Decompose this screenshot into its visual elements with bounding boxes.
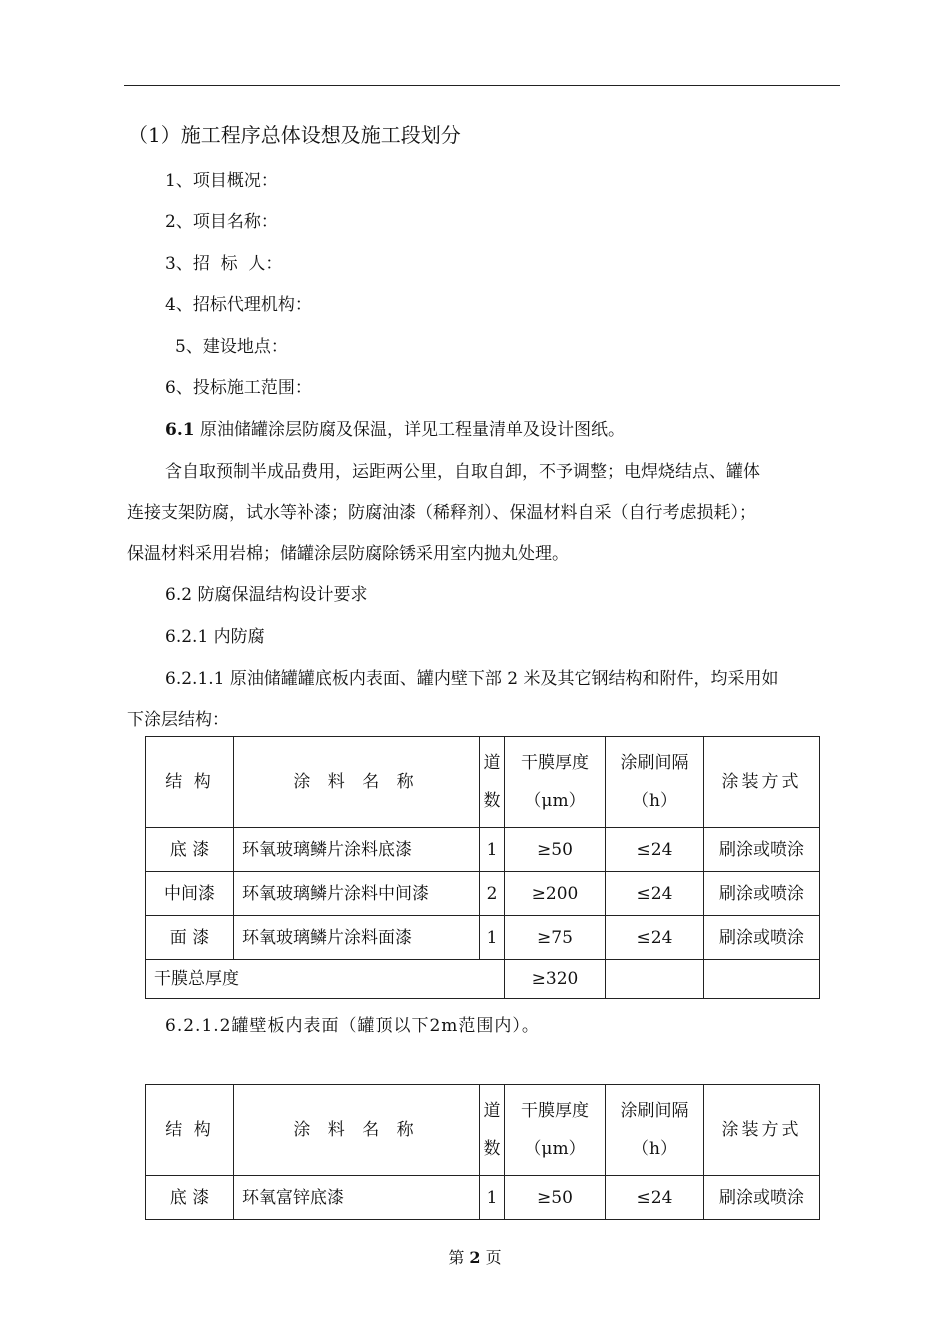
cell-total-label: 干膜总厚度 [146, 960, 505, 999]
table-header-row [146, 737, 820, 828]
cell-coating-name: 环氧富锌底漆 [234, 1176, 480, 1220]
header-thickness-top: 干膜厚度 [521, 1101, 589, 1121]
header-coats [480, 737, 505, 828]
coating-table-1 [145, 736, 820, 999]
header-interval-bottom: （h） [632, 1139, 677, 1159]
header-coats-top: 道 [483, 753, 501, 773]
header-thickness [505, 1085, 606, 1176]
item-scope: 6、投标施工范围： [165, 378, 312, 398]
table-row [146, 872, 820, 916]
header-interval [606, 737, 704, 828]
section-heading: （1）施工程序总体设想及施工段划分 [128, 123, 461, 147]
cell-coats: 1 [480, 828, 505, 872]
paragraph-line-1: 含自取预制半成品费用，运距两公里，自取自卸，不予调整；电焊烧结点、罐体 [165, 462, 760, 482]
header-coats-bottom: 数 [483, 1139, 501, 1159]
cell-empty [606, 960, 704, 999]
item-tenderer: 3、招 标 人： [165, 254, 283, 274]
header-coats-bottom: 数 [483, 791, 501, 811]
section-6-1 [165, 419, 625, 441]
cell-method: 刷涂或喷涂 [704, 872, 820, 916]
cell-coating-name: 环氧玻璃鳞片涂料底漆 [234, 828, 480, 872]
page-footer [0, 1245, 950, 1268]
item-site: 5、建设地点： [175, 337, 288, 357]
cell-interval: ≤24 [606, 916, 704, 960]
footer-suffix: 页 [485, 1248, 502, 1267]
header-structure: 结 构 [146, 1085, 234, 1176]
cell-method: 刷涂或喷涂 [704, 1176, 820, 1220]
header-coating-name: 涂 料 名 称 [234, 1085, 480, 1176]
header-interval-bottom: （h） [632, 791, 677, 811]
table-row [146, 916, 820, 960]
cell-coats: 2 [480, 872, 505, 916]
coating-table-2 [145, 1084, 820, 1220]
header-coats-top: 道 [483, 1101, 501, 1121]
cell-thickness: ≥200 [505, 872, 606, 916]
section-6-2-1-1-line-1: 6.2.1.1 原油储罐罐底板内表面、罐内壁下部 2 米及其它钢结构和附件，均采用如 [165, 669, 779, 689]
cell-method: 刷涂或喷涂 [704, 916, 820, 960]
cell-interval: ≤24 [606, 872, 704, 916]
header-interval-top: 涂刷间隔 [620, 753, 689, 773]
header-structure: 结 构 [146, 737, 234, 828]
header-interval-top: 涂刷间隔 [620, 1101, 689, 1121]
table-total-row [146, 960, 820, 999]
cell-interval: ≤24 [606, 828, 704, 872]
cell-method: 刷涂或喷涂 [704, 828, 820, 872]
item-project-overview: 1、项目概况： [165, 171, 278, 191]
page-number: 2 [469, 1248, 481, 1267]
cell-structure: 底 漆 [146, 1176, 234, 1220]
section-6-2: 6.2 防腐保温结构设计要求 [165, 585, 368, 605]
cell-coating-name: 环氧玻璃鳞片涂料中间漆 [234, 872, 480, 916]
header-thickness [505, 737, 606, 828]
cell-coating-name: 环氧玻璃鳞片涂料面漆 [234, 916, 480, 960]
item-project-name: 2、项目名称： [165, 212, 278, 232]
cell-interval: ≤24 [606, 1176, 704, 1220]
paragraph-line-2: 连接支架防腐，试水等补漆；防腐油漆（稀释剂）、保温材料自采（自行考虑损耗）； [127, 503, 756, 523]
section-6-1-text: 原油储罐涂层防腐及保温，详见工程量清单及设计图纸。 [194, 420, 625, 440]
cell-thickness: ≥75 [505, 916, 606, 960]
header-coating-name: 涂 料 名 称 [234, 737, 480, 828]
section-6-2-1-1-line-2: 下涂层结构： [127, 710, 229, 730]
cell-structure: 底 漆 [146, 828, 234, 872]
footer-prefix: 第 [448, 1248, 465, 1267]
cell-empty [704, 960, 820, 999]
header-coats [480, 1085, 505, 1176]
section-6-2-1-2: 6.2.1.2罐壁板内表面（罐顶以下2m范围内）。 [165, 1016, 540, 1036]
header-thickness-top: 干膜厚度 [521, 753, 589, 773]
section-6-1-number: 6.1 [165, 420, 195, 440]
header-rule [124, 85, 840, 86]
header-thickness-bottom: （μm） [524, 1139, 586, 1159]
cell-structure: 中间漆 [146, 872, 234, 916]
cell-total-thickness: ≥320 [505, 960, 606, 999]
table-row [146, 828, 820, 872]
header-method: 涂装方式 [704, 1085, 820, 1176]
item-tender-agency: 4、招标代理机构： [165, 295, 312, 315]
header-interval [606, 1085, 704, 1176]
table-header-row [146, 1085, 820, 1176]
cell-structure: 面 漆 [146, 916, 234, 960]
cell-coats: 1 [480, 916, 505, 960]
cell-coats: 1 [480, 1176, 505, 1220]
section-6-2-1: 6.2.1 内防腐 [165, 627, 265, 647]
header-thickness-bottom: （μm） [524, 791, 586, 811]
table-row [146, 1176, 820, 1220]
cell-thickness: ≥50 [505, 1176, 606, 1220]
header-method: 涂装方式 [704, 737, 820, 828]
paragraph-line-3: 保温材料采用岩棉；储罐涂层防腐除锈采用室内抛丸处理。 [127, 544, 569, 564]
cell-thickness: ≥50 [505, 828, 606, 872]
